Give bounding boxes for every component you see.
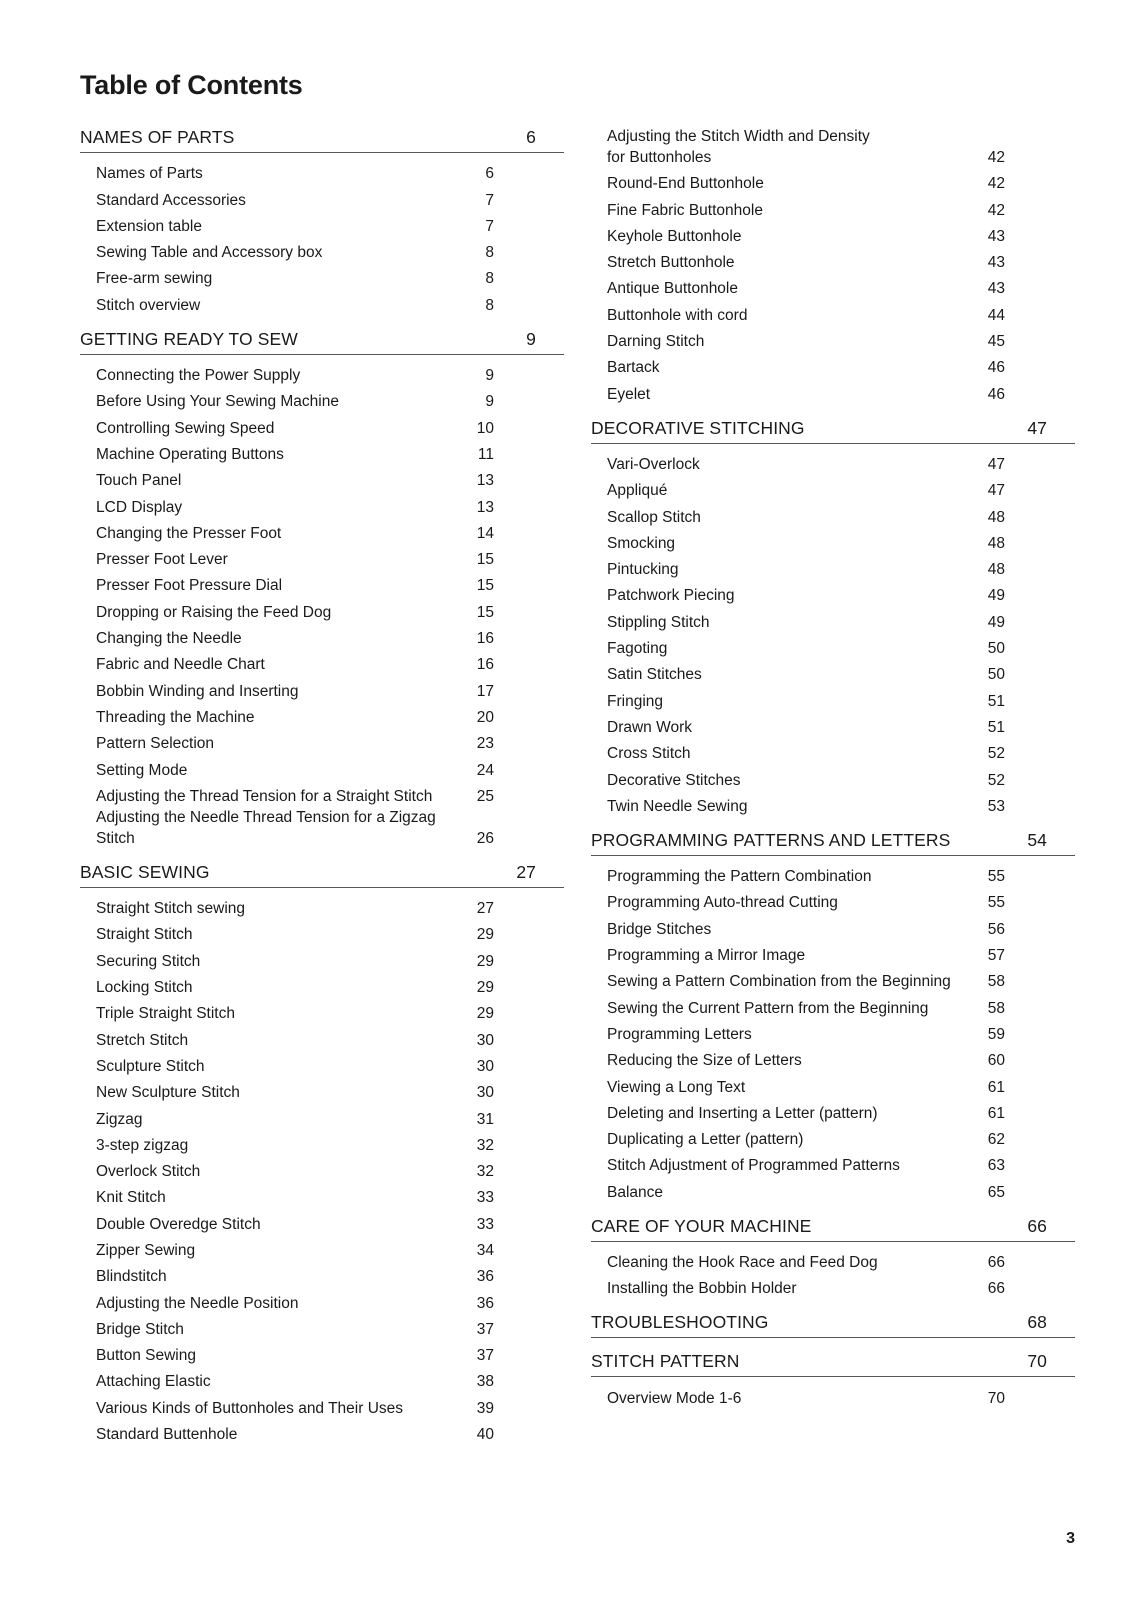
toc-entry-label: New Sculpture Stitch — [96, 1084, 240, 1102]
toc-entry-page: 36 — [476, 1294, 494, 1312]
toc-entry-label: Standard Accessories — [96, 191, 246, 209]
toc-entry-page: 9 — [485, 393, 494, 411]
toc-entry[interactable] — [591, 449, 1075, 475]
toc-entry[interactable] — [591, 554, 1075, 580]
toc-entry[interactable] — [80, 289, 564, 315]
toc-entry-label: Vari-Overlock — [607, 455, 700, 473]
toc-entry-label: Touch Panel — [96, 472, 182, 490]
toc-entry[interactable] — [80, 237, 564, 263]
toc-section — [80, 861, 564, 1445]
toc-entry[interactable] — [80, 1182, 564, 1208]
toc-entry[interactable] — [80, 998, 564, 1024]
toc-entry-label: Adjusting the Needle Position — [96, 1294, 299, 1312]
toc-entry-label — [607, 126, 985, 168]
toc-entry-page: 43 — [987, 227, 1005, 245]
toc-entry[interactable] — [591, 221, 1075, 247]
toc-entry-page: 13 — [476, 498, 494, 516]
toc-section-heading[interactable] — [80, 126, 564, 153]
toc-entry-label: Appliqué — [607, 482, 668, 500]
toc-entry[interactable] — [80, 1287, 564, 1313]
toc-entry-page: 50 — [987, 640, 1005, 658]
toc-entry-page: 15 — [476, 577, 494, 595]
toc-entry-page: 15 — [476, 551, 494, 569]
toc-entry-label: Duplicating a Letter (pattern) — [607, 1131, 804, 1149]
toc-entry[interactable] — [80, 1077, 564, 1103]
toc-entry-page: 13 — [476, 472, 494, 490]
toc-entry-label: Overlock Stitch — [96, 1163, 201, 1181]
toc-entry[interactable] — [80, 570, 564, 596]
toc-section-page: 66 — [1027, 1215, 1047, 1236]
toc-entry[interactable] — [591, 528, 1075, 554]
toc-section — [80, 328, 564, 849]
toc-section — [591, 829, 1075, 1203]
toc-section-heading[interactable] — [591, 829, 1075, 856]
toc-entry-page: 37 — [476, 1347, 494, 1365]
toc-entry[interactable] — [80, 184, 564, 210]
toc-entry[interactable] — [80, 1366, 564, 1392]
toc-entry[interactable] — [80, 728, 564, 754]
toc-entry-page: 7 — [485, 217, 494, 235]
toc-entry-page: 32 — [476, 1136, 494, 1154]
toc-entry[interactable] — [80, 1314, 564, 1340]
toc-entry-label — [96, 807, 474, 849]
toc-entry-label: Fagoting — [607, 640, 668, 658]
toc-section-heading[interactable] — [591, 1350, 1075, 1377]
toc-entry-page: 52 — [987, 771, 1005, 789]
toc-entry-page: 34 — [476, 1241, 494, 1259]
toc-entry[interactable] — [80, 781, 564, 807]
toc-entry-page: 15 — [476, 603, 494, 621]
toc-entry-page: 29 — [476, 1005, 494, 1023]
toc-entry-page: 48 — [987, 508, 1005, 526]
page-title: Table of Contents — [80, 70, 303, 100]
toc-entry-page: 60 — [987, 1052, 1005, 1070]
toc-entry-page: 66 — [987, 1280, 1005, 1298]
toc-entry-label: Various Kinds of Buttonholes and Their Uses — [96, 1399, 404, 1417]
toc-entry-label: Setting Mode — [96, 761, 188, 779]
toc-entry-page: 30 — [476, 1084, 494, 1102]
toc-entry-label: Programming Auto-thread Cutting — [607, 894, 838, 912]
toc-right-column — [591, 126, 1075, 1421]
toc-entry-label: Knit Stitch — [96, 1189, 166, 1207]
toc-section-title: NAMES OF PARTS — [80, 127, 235, 147]
toc-entry-page: 47 — [987, 455, 1005, 473]
toc-entry[interactable] — [591, 1019, 1075, 1045]
toc-entry[interactable] — [80, 596, 564, 622]
toc-entry-label: Eyelet — [607, 385, 651, 403]
toc-entry-label: Zigzag — [96, 1110, 143, 1128]
toc-entry-label: Patchwork Piecing — [607, 587, 735, 605]
toc-entry-label: Decorative Stitches — [607, 771, 741, 789]
toc-entry[interactable] — [80, 360, 564, 386]
toc-entry[interactable] — [80, 1051, 564, 1077]
toc-entry-label: LCD Display — [96, 498, 183, 516]
toc-entry-label: Presser Foot Lever — [96, 551, 228, 569]
toc-section-title: GETTING READY TO SEW — [80, 328, 298, 349]
toc-entry-label: Buttonhole with cord — [607, 306, 748, 324]
toc-entry-label: Programming the Pattern Combination — [607, 868, 872, 886]
toc-entry-page: 45 — [987, 333, 1005, 351]
toc-entry-label: Pintucking — [607, 561, 679, 579]
toc-entry-label: Reducing the Size of Letters — [607, 1052, 802, 1070]
toc-entry-label: Straight Stitch sewing — [96, 900, 246, 918]
toc-entry[interactable] — [80, 807, 564, 849]
toc-entry-page: 33 — [476, 1189, 494, 1207]
toc-entry-label: Sewing the Current Pattern from the Beginning — [607, 999, 929, 1017]
toc-entry-page: 40 — [476, 1426, 494, 1444]
toc-entry[interactable] — [80, 1392, 564, 1418]
toc-entry-page: 11 — [477, 445, 494, 463]
toc-entry[interactable] — [80, 893, 564, 919]
toc-entry-page: 31 — [476, 1110, 494, 1128]
toc-entry-label: Triple Straight Stitch — [96, 1005, 235, 1023]
toc-entry-label: Free-arm sewing — [96, 270, 213, 288]
toc-entry-page: 70 — [987, 1389, 1005, 1407]
toc-entry-label: Button Sewing — [96, 1347, 196, 1365]
toc-entry[interactable] — [80, 158, 564, 184]
toc-entry[interactable] — [591, 861, 1075, 887]
toc-entry-page: 61 — [987, 1104, 1005, 1122]
toc-entry[interactable] — [591, 1124, 1075, 1150]
toc-entry-label: Sewing Table and Accessory box — [96, 244, 323, 262]
toc-entry-page: 29 — [476, 952, 494, 970]
toc-entry-page: 9 — [485, 367, 494, 385]
toc-entry-label: Securing Stitch — [96, 952, 201, 970]
toc-entry-label: Bobbin Winding and Inserting — [96, 682, 299, 700]
toc-entry[interactable] — [80, 1419, 564, 1445]
toc-entry[interactable] — [591, 659, 1075, 685]
toc-entry-page: 57 — [987, 947, 1005, 965]
toc-entry-label: Drawn Work — [607, 718, 692, 736]
toc-entry-page: 26 — [476, 829, 494, 847]
toc-entry-page: 33 — [476, 1215, 494, 1233]
toc-entry-page: 46 — [987, 385, 1005, 403]
toc-entry[interactable] — [80, 1024, 564, 1050]
toc-entry[interactable] — [591, 913, 1075, 939]
toc-section — [80, 126, 564, 316]
toc-entry[interactable] — [591, 764, 1075, 790]
toc-entry[interactable] — [80, 386, 564, 412]
toc-entry-page: 43 — [987, 280, 1005, 298]
toc-entry[interactable] — [80, 211, 564, 237]
toc-section — [591, 1350, 1075, 1408]
toc-entry[interactable] — [591, 791, 1075, 817]
toc-entry[interactable] — [591, 1273, 1075, 1299]
toc-section-title: BASIC SEWING — [80, 861, 210, 882]
toc-section-title: PROGRAMMING PATTERNS AND LETTERS — [591, 829, 951, 850]
toc-entry[interactable] — [591, 580, 1075, 606]
toc-entry-page: 10 — [476, 419, 494, 437]
toc-section — [591, 1215, 1075, 1300]
toc-entry-page: 62 — [987, 1131, 1005, 1149]
toc-entry[interactable] — [80, 1103, 564, 1129]
toc-section-heading[interactable] — [80, 861, 564, 888]
toc-entry-page: 29 — [476, 926, 494, 944]
toc-entry-label: Fine Fabric Buttonhole — [607, 201, 763, 219]
toc-entry[interactable] — [591, 168, 1075, 194]
toc-entry-page: 16 — [476, 630, 494, 648]
toc-entry[interactable] — [80, 972, 564, 998]
toc-entry[interactable] — [591, 194, 1075, 220]
toc-entry-label: Pattern Selection — [96, 735, 215, 753]
toc-entry-label: Viewing a Long Text — [607, 1078, 746, 1096]
toc-entry-label: Overview Mode 1-6 — [607, 1389, 742, 1407]
toc-entry-label: Programming a Mirror Image — [607, 947, 806, 965]
toc-section — [591, 417, 1075, 817]
toc-entry[interactable] — [80, 1340, 564, 1366]
page-number: 3 — [1066, 1530, 1075, 1547]
toc-entry[interactable] — [591, 712, 1075, 738]
toc-entry-label: Adjusting the Thread Tension for a Straight Stitch — [96, 787, 433, 805]
toc-entry-label: Standard Buttenhole — [96, 1426, 238, 1444]
toc-entry-page: 59 — [987, 1025, 1005, 1043]
toc-section-page: 6 — [526, 127, 536, 147]
toc-entry-page: 23 — [476, 735, 494, 753]
toc-entry[interactable] — [80, 754, 564, 780]
toc-entry-label: Before Using Your Sewing Machine — [96, 393, 339, 411]
toc-entry-page: 36 — [476, 1268, 494, 1286]
toc-entry-page: 16 — [476, 656, 494, 674]
toc-entry-page: 39 — [476, 1399, 494, 1417]
toc-section-heading[interactable] — [591, 1311, 1075, 1338]
toc-entry[interactable] — [591, 1045, 1075, 1071]
toc-continued-entries — [591, 126, 1075, 405]
toc-entry-label: Stretch Buttonhole — [607, 254, 735, 272]
toc-entry-label: Names of Parts — [96, 165, 203, 183]
toc-entry[interactable] — [591, 685, 1075, 711]
toc-entry-label: Bartack — [607, 359, 660, 377]
toc-entry-label: Attaching Elastic — [96, 1373, 211, 1391]
toc-entry-label: Presser Foot Pressure Dial — [96, 577, 283, 595]
toc-entry[interactable] — [591, 633, 1075, 659]
toc-entry[interactable] — [80, 439, 564, 465]
toc-entry-page: 46 — [987, 359, 1005, 377]
toc-entry-page: 51 — [987, 692, 1005, 710]
toc-entry-page: 42 — [987, 149, 1005, 166]
toc-entry-page: 58 — [987, 973, 1005, 991]
toc-entry[interactable] — [80, 623, 564, 649]
toc-entry-label: Cleaning the Hook Race and Feed Dog — [607, 1253, 878, 1271]
toc-section-page: 27 — [516, 861, 536, 882]
toc-entry-label: Darning Stitch — [607, 333, 705, 351]
toc-entry-page: 32 — [476, 1163, 494, 1181]
toc-entry-page: 42 — [987, 201, 1005, 219]
toc-entry-page: 20 — [476, 708, 494, 726]
toc-section — [591, 1311, 1075, 1338]
toc-entry[interactable] — [591, 606, 1075, 632]
toc-entry[interactable] — [591, 475, 1075, 501]
toc-entry-label: Double Overedge Stitch — [96, 1215, 261, 1233]
toc-entry-label: Controlling Sewing Speed — [96, 419, 275, 437]
toc-entry-page: 43 — [987, 254, 1005, 272]
toc-entry-page: 49 — [987, 587, 1005, 605]
toc-section-page: 70 — [1027, 1351, 1047, 1372]
toc-entry[interactable] — [80, 491, 564, 517]
toc-entry-label: Bridge Stitch — [96, 1320, 184, 1338]
toc-section-page: 9 — [526, 328, 536, 349]
toc-entry[interactable] — [80, 518, 564, 544]
toc-section-page: 47 — [1027, 417, 1047, 438]
toc-entry[interactable] — [80, 945, 564, 971]
toc-entry-label: Twin Needle Sewing — [607, 797, 748, 815]
toc-left-column — [80, 126, 564, 1457]
toc-entry[interactable] — [591, 501, 1075, 527]
toc-entry-page: 51 — [987, 718, 1005, 736]
toc-entry-label: Straight Stitch — [96, 926, 193, 944]
toc-entry[interactable] — [591, 992, 1075, 1018]
toc-entry-label: 3-step zigzag — [96, 1136, 189, 1154]
toc-entry-page: 48 — [987, 534, 1005, 552]
toc-entry-page: 27 — [476, 900, 494, 918]
toc-entry[interactable] — [591, 966, 1075, 992]
toc-entry[interactable] — [80, 1156, 564, 1182]
toc-section-heading[interactable] — [80, 328, 564, 355]
toc-entry[interactable] — [80, 1261, 564, 1287]
toc-entry-label: Fringing — [607, 692, 663, 710]
toc-entry-label: Satin Stitches — [607, 666, 702, 684]
toc-entry-label: Stretch Stitch — [96, 1031, 189, 1049]
toc-entry[interactable] — [80, 702, 564, 728]
toc-entry[interactable] — [80, 412, 564, 438]
toc-entry[interactable] — [591, 247, 1075, 273]
toc-entry-label: Blindstitch — [96, 1268, 167, 1286]
toc-entry-page: 55 — [987, 868, 1005, 886]
toc-entry-label: Stitch Adjustment of Programmed Patterns — [607, 1157, 900, 1175]
toc-entry-page: 7 — [485, 191, 494, 209]
toc-entry-page: 30 — [476, 1031, 494, 1049]
toc-entry-page: 47 — [987, 482, 1005, 500]
toc-entry-page: 58 — [987, 999, 1005, 1017]
toc-entry-page: 61 — [987, 1078, 1005, 1096]
toc-entry[interactable] — [591, 326, 1075, 352]
toc-section-title: TROUBLESHOOTING — [591, 1312, 769, 1333]
toc-entry-page: 17 — [476, 682, 494, 700]
toc-entry[interactable] — [591, 378, 1075, 404]
toc-entry-label: Keyhole Buttonhole — [607, 227, 742, 245]
toc-entry-label: Scallop Stitch — [607, 508, 701, 526]
toc-entry[interactable] — [591, 299, 1075, 325]
toc-section-page: 54 — [1027, 829, 1047, 850]
toc-entry-page: 8 — [485, 270, 494, 288]
toc-entry-page: 8 — [485, 296, 494, 314]
toc-section-title: CARE OF YOUR MACHINE — [591, 1215, 812, 1236]
toc-entry-page: 24 — [476, 761, 494, 779]
toc-entry-page: 52 — [987, 745, 1005, 763]
toc-entry-label: Threading the Machine — [96, 708, 255, 726]
toc-section-page: 68 — [1027, 1312, 1047, 1333]
toc-entry-page: 37 — [476, 1320, 494, 1338]
toc-entry-label: Deleting and Inserting a Letter (pattern) — [607, 1104, 878, 1122]
toc-entry[interactable] — [80, 544, 564, 570]
toc-entry[interactable] — [591, 1247, 1075, 1273]
toc-entry-page: 63 — [987, 1157, 1005, 1175]
toc-entry-page: 25 — [476, 787, 494, 805]
toc-entry-label: Connecting the Power Supply — [96, 367, 301, 385]
toc-entry-label-line1: Adjusting the Stitch Width and Density — [607, 128, 870, 145]
toc-entry[interactable] — [591, 1071, 1075, 1097]
toc-entry[interactable] — [80, 919, 564, 945]
toc-entry-page: 48 — [987, 561, 1005, 579]
toc-entry-label: Installing the Bobbin Holder — [607, 1280, 797, 1298]
toc-entry-label: Sculpture Stitch — [96, 1057, 205, 1075]
toc-entry[interactable] — [591, 126, 1075, 168]
toc-entry-page: 66 — [987, 1253, 1005, 1271]
toc-entry-label: Programming Letters — [607, 1025, 752, 1043]
toc-entry-page: 50 — [987, 666, 1005, 684]
toc-entry-page: 56 — [987, 920, 1005, 938]
toc-entry[interactable] — [80, 1208, 564, 1234]
toc-entry-label: Round-End Buttonhole — [607, 175, 764, 193]
toc-entry-label: Balance — [607, 1183, 664, 1201]
toc-entry-label: Changing the Presser Foot — [96, 524, 282, 542]
toc-entry[interactable] — [80, 1235, 564, 1261]
toc-entry[interactable] — [80, 675, 564, 701]
toc-entry[interactable] — [80, 649, 564, 675]
toc-section-heading[interactable] — [591, 1215, 1075, 1242]
toc-entry-page: 14 — [476, 524, 494, 542]
toc-entry-page: 55 — [987, 894, 1005, 912]
toc-entry-page: 8 — [485, 244, 494, 262]
toc-entry-label: Sewing a Pattern Combination from the Beginning — [607, 973, 951, 991]
toc-entry-page: 65 — [987, 1183, 1005, 1201]
toc-entry-label: Machine Operating Buttons — [96, 445, 284, 463]
toc-entry-page: 38 — [476, 1373, 494, 1391]
toc-entry-label: Smocking — [607, 534, 676, 552]
toc-entry-label-line1: Adjusting the Needle Thread Tension for a Zigzag — [96, 808, 436, 826]
toc-entry[interactable] — [591, 352, 1075, 378]
toc-entry-label: Stippling Stitch — [607, 613, 710, 631]
toc-section-title: DECORATIVE STITCHING — [591, 417, 805, 438]
toc-entry-label: Zipper Sewing — [96, 1241, 196, 1259]
toc-entry-page: 29 — [476, 979, 494, 997]
toc-entry[interactable] — [591, 1382, 1075, 1408]
toc-entry-label: Antique Buttonhole — [607, 280, 738, 298]
toc-entry[interactable] — [591, 887, 1075, 913]
toc-entry-page: 6 — [485, 165, 494, 183]
toc-entry[interactable] — [80, 263, 564, 289]
toc-entry[interactable] — [591, 1176, 1075, 1202]
toc-entry-label: Extension table — [96, 217, 202, 235]
toc-entry[interactable] — [591, 1150, 1075, 1176]
toc-entry-label: Locking Stitch — [96, 979, 193, 997]
toc-entry-label-line2: for Buttonholes — [607, 149, 712, 166]
toc-entry-label: Cross Stitch — [607, 745, 691, 763]
toc-entry-page: 49 — [987, 613, 1005, 631]
toc-entry[interactable] — [591, 273, 1075, 299]
toc-entry-page: 44 — [987, 306, 1005, 324]
toc-entry[interactable] — [591, 738, 1075, 764]
toc-entry[interactable] — [80, 1130, 564, 1156]
toc-entry-page: 53 — [987, 797, 1005, 815]
toc-entry-label-line2: Stitch — [96, 829, 135, 847]
toc-entry-page: 42 — [987, 175, 1005, 193]
toc-entry[interactable] — [591, 940, 1075, 966]
toc-entry-label: Stitch overview — [96, 296, 201, 314]
toc-entry-page: 30 — [476, 1057, 494, 1075]
toc-entry-label: Fabric and Needle Chart — [96, 656, 265, 674]
toc-entry[interactable] — [591, 1098, 1075, 1124]
toc-entry-label: Changing the Needle — [96, 630, 242, 648]
toc-section-heading[interactable] — [591, 417, 1075, 444]
toc-section-title: STITCH PATTERN — [591, 1351, 740, 1372]
toc-entry[interactable] — [80, 465, 564, 491]
toc-entry-label: Bridge Stitches — [607, 920, 712, 938]
toc-entry-label: Dropping or Raising the Feed Dog — [96, 603, 332, 621]
